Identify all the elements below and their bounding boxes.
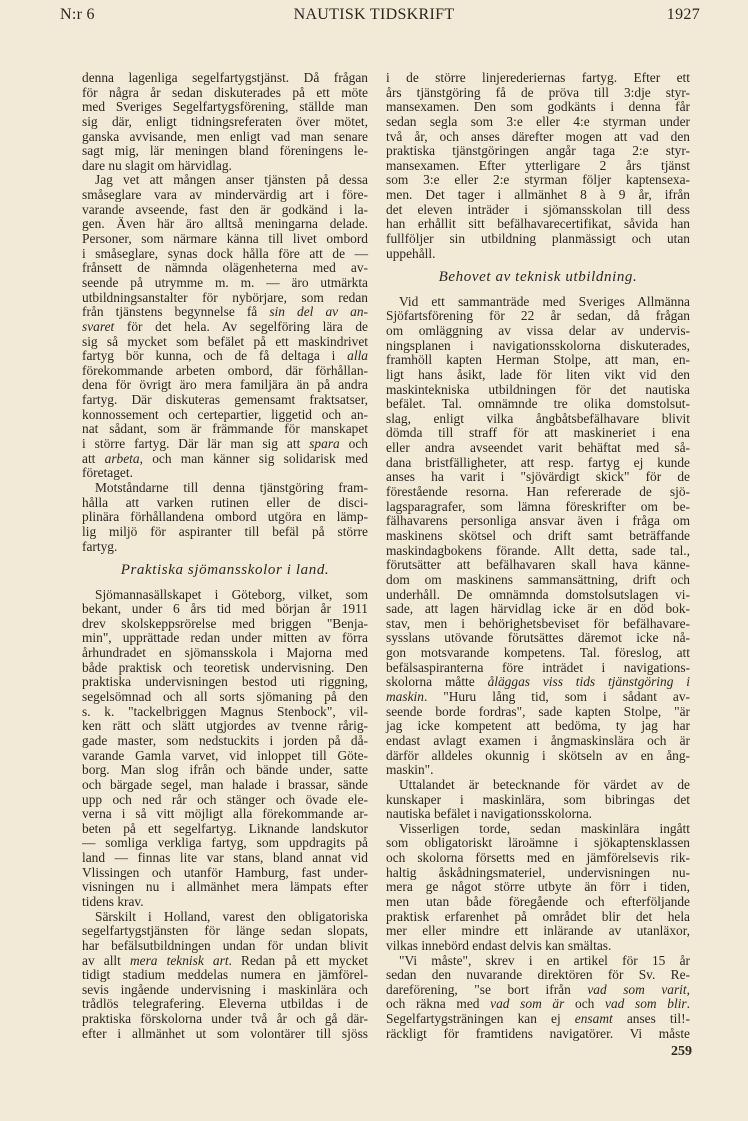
text-line: Sjömannasällskapet i Göteborg, vilket, som — [95, 586, 368, 602]
text-line: maskindagbokens förande. Allt detta, sade tal., — [386, 542, 690, 558]
text-line: och bärgade segel, man halade i brassar, sände — [82, 776, 368, 792]
text-line: anses ha varit i "sjövärdigt skick" för de — [386, 469, 690, 485]
text-line: dömda till straff för att maskineriet i ena — [386, 425, 690, 441]
text-line: Vid ett sammanträde med Sveriges Allmänna — [399, 293, 690, 309]
italic-text: alla — [347, 348, 368, 364]
text-line: sig så mycket som befälet på ett maskindrivet — [82, 333, 368, 349]
text-line: fullföljer sin utbildning planmässigt och utan — [386, 231, 690, 247]
text-line: nautiska befälet i navigationsskolorna. — [386, 806, 593, 822]
text-line: framhöll kapten Herman Stolpe, att man, en- — [386, 352, 690, 368]
text-line: min", upprättade redan under mitten av förra — [82, 630, 368, 646]
text-line: i de större linjerederiernas fartyg. Efter ett — [386, 70, 690, 85]
text-line: sysslans utövande förutsättes däremot icke nå- — [386, 630, 690, 646]
text-line: med Sveriges Segelfartygsförening, ställde man — [82, 99, 368, 115]
text-line: års tjänstgöring få de pröva till 3:dje styr- — [386, 84, 690, 100]
text-line: fartyg bör kunna, och de få deltaga i alla — [82, 348, 368, 364]
italic-text: åläggas viss tids tjänstgöring i — [487, 674, 690, 690]
text-line: Segelfartygsträningen kan ej ensamt anses til!- — [386, 1011, 691, 1027]
text-line: gen. Även här äro alltså meningarna delade. — [82, 216, 368, 232]
section-heading: Behovet av teknisk utbildning. — [438, 269, 638, 286]
text-line: maskin". — [386, 762, 434, 778]
text-line: Särskilt i Holland, varest den obligatoriska — [95, 908, 368, 924]
text-line: praktiska tjänstgöringen angår taga 2:e styr- — [386, 143, 690, 159]
text-line: i större fartyg. Där lär man sig att spara och — [82, 436, 368, 452]
paragraph — [82, 173, 368, 480]
text-line: denna lagenliga segelfartygstjänst. Då frågan — [82, 70, 368, 85]
text-line: som 3:e eller 2:e styrman följer kaptensexa- — [386, 172, 690, 188]
text-line: visningen nu i allmänhet mera lämpats efter — [82, 879, 368, 895]
text-line: Visserligen torde, sedan maskinlära ingått — [399, 820, 690, 836]
paragraph — [386, 71, 690, 261]
text-line: frånsett de nämnda olägenheterna med av- — [82, 260, 368, 276]
text-line: Sjöfartsförening för 22 år sedan, då frågan — [386, 308, 690, 324]
text-line: skolorna måtte åläggas viss tids tjänstgöring i — [386, 674, 690, 690]
text-line: hålla att varken rutinen eller de disci- — [82, 494, 368, 510]
italic-text: sin del av an- — [269, 304, 368, 320]
text-column-left — [82, 71, 368, 1041]
text-line: underhåll. De omnämnda domstolsutslagen vi- — [386, 586, 690, 602]
text-line: borg. Man slog ifrån och bände under, satte — [82, 762, 368, 778]
text-line: men utan både föregående och efterföljande — [386, 893, 690, 909]
text-line: varande avseende, fast den är godkänd i la- — [82, 201, 368, 217]
text-line: både praktisk och teoretisk undervisning. Den — [82, 659, 368, 675]
text-line: stav, men i behörighetsbeviset för befälhavare- — [386, 615, 690, 631]
paragraph — [386, 295, 690, 778]
text-line: endast avlagt examen i ångmaskinslära och är — [386, 732, 690, 748]
text-line: praktisk erfarenhet på området blir det hela — [386, 908, 690, 924]
text-line: dom om maskinens sammansättning, drift och — [386, 571, 690, 587]
text-line: fartyg. — [82, 538, 118, 554]
text-line: bekant, under 6 års tid med början år 1911 — [82, 601, 368, 617]
text-line: två år, och anses därefter mogen att vad den — [386, 128, 690, 144]
text-line: och räkna med vad som är och vad som blir. — [386, 996, 690, 1012]
paragraph — [82, 481, 368, 554]
text-line: fartyg. Där diskuteras gemensamt fraktsatser, — [82, 392, 368, 408]
text-line: ningsplanen i navigationsskolorna diskuterades, — [386, 337, 690, 353]
text-line: slag, enligt vilka ångbåtsbefälhavare blivit — [386, 410, 690, 426]
text-line: ken rätt och slätt utgjordes av tvenne rårig- — [82, 718, 368, 734]
text-line: räckligt för framtidens navigatörer. Vi måste — [386, 1025, 690, 1041]
text-line: kunskaper i maskinlära, som bibringas det — [386, 791, 690, 807]
text-line: praktiska undervisningen bestod uti riggning, — [82, 674, 368, 690]
text-line: maskin. "Huru lång tid, som i sådant av- — [386, 689, 690, 705]
text-line: befälet. Tal. omnämnde tre olika domstolsut- — [386, 396, 690, 412]
text-line: seende på utrymme m. m. — äro utmärkta — [82, 274, 368, 290]
text-line: mansexamen. Den som godkänts i denna får — [386, 99, 690, 115]
issue-number: N:r 6 — [60, 6, 95, 23]
paragraph — [386, 954, 690, 1042]
text-line: därför alldeles okunnig i skötseln av en ång- — [386, 747, 690, 763]
text-line: sig där, enligt tidningsreferaten över mötet, — [82, 113, 368, 129]
text-line: land — finnas lite var stans, bland annat vid — [82, 850, 368, 866]
text-line: lagsparagrafer, som lämna föreskrifter om be- — [386, 498, 690, 514]
text-line: det eleven inträder i sjömansskolan till dess — [386, 201, 690, 217]
text-line: Personer, som närmare känna till livet ombord — [82, 231, 368, 247]
paragraph — [82, 71, 368, 173]
italic-text: ensamt — [574, 1011, 613, 1027]
text-line: varande Gamla varvet, vid inloppet till Göte- — [82, 747, 368, 763]
text-line: dana bristfälligheter, att resp. fartyg ej kunde — [386, 454, 690, 470]
paragraph — [82, 910, 368, 1042]
text-line: sevis ingående undervisning i maskinlära och — [82, 981, 368, 997]
text-line: upp och ned rår och stänger och övade ele- — [82, 791, 368, 807]
text-line: verna i så vitt möjligt alla förekommande ar- — [82, 806, 368, 822]
text-line: drev skolskeppsrörelse med briggen "Benja- — [82, 615, 368, 631]
text-line: av allt mera teknisk art. Redan på ett mycket — [82, 952, 368, 968]
text-line: Motståndarne till denna tjänstgöring fram- — [95, 479, 368, 495]
text-line: sade, att lagen härvidlag icke är en död bok- — [386, 601, 690, 617]
text-line: förutsätter att befälhavaren skall hava känne- — [386, 557, 690, 573]
text-line: att arbeta, och man känner sig solidarisk med — [82, 450, 369, 466]
text-line: dare nu slagit om härvidlag. — [82, 157, 232, 173]
text-line: konnossement och certepartier, liggetid och an- — [82, 406, 368, 422]
paragraph — [82, 588, 368, 910]
text-line: småseglare vara av mindervärdig art i före- — [82, 187, 368, 203]
text-line: uppehåll. — [386, 245, 436, 261]
text-line: befälsaspiranterna före inträdet i navigations- — [386, 659, 690, 675]
text-line: fälhavarens personliga ansvar även i fråga om — [386, 513, 690, 529]
text-line: från tjänstens begynnelse få sin del av an- — [82, 304, 368, 320]
text-line: segelfartygstjänsten för länge sedan slopats, — [82, 923, 368, 939]
text-line: lig miljö för aspiranter till befäl på större — [82, 523, 368, 539]
italic-text: spara — [309, 436, 340, 452]
text-line: sedan den nuvarande direktören för Sv. Re- — [386, 967, 690, 983]
text-line: tidigt stadium meddelas numera en jämförel- — [82, 967, 368, 983]
text-line: Uttalandet är betecknande för värdet av de — [399, 776, 690, 792]
italic-text: svaret — [82, 318, 115, 334]
italic-text: mera teknisk art — [129, 952, 229, 968]
text-line: seende borde fordras", sade kapten Stolpe, "är — [386, 703, 690, 719]
text-line: haltig åskådningsmateriel, undervisningen nu- — [386, 864, 690, 880]
text-line: — somliga verkliga fartyg, som uppdragits på — [82, 835, 368, 851]
page-number: 259 — [671, 1044, 692, 1059]
paragraph — [386, 822, 690, 954]
italic-text: vad som varit — [587, 981, 687, 997]
text-line: dena för övrigt äro mera familjära än på andra — [82, 377, 368, 393]
italic-text: vad som är — [490, 996, 565, 1012]
text-line: men. Det tager i allmänhet 8 à 9 år, ifrån — [386, 187, 690, 203]
text-line: ligt hans åsikt, lade för liten vikt vid den — [386, 366, 690, 382]
text-line: tidens krav. — [82, 893, 144, 909]
text-line: gon motsvarande kompetens. Tal. föreslog, att — [386, 645, 690, 661]
text-line: har befälsutbildningen undan för undan blivit — [82, 937, 368, 953]
text-line: praktiska förskolorna under två år och gå där- — [82, 1011, 368, 1027]
text-line: trådlös telegrafering. Eleverna utbildas i de — [82, 996, 368, 1012]
text-line: Jag vet att mången anser tjänsten på dessa — [95, 172, 368, 188]
italic-text: arbeta — [104, 450, 140, 466]
italic-text: vad som blir — [605, 996, 687, 1012]
text-line: s. k. "tackelbriggen Magnus Stenbock", vil- — [82, 703, 368, 719]
text-line: dareförening, "se bort ifrån vad som varit, — [386, 981, 690, 997]
text-line: vilkas innebörd endast delvis kan smältas. — [386, 937, 612, 953]
text-line: mera ge något större utbyte än förr i tiden, — [386, 879, 690, 895]
year: 1927 — [666, 6, 700, 23]
text-line: jag icke kompetent att bedöma, ty jag har — [386, 718, 690, 734]
text-line: århundradet en sjömansskola i Majorna med — [82, 645, 368, 661]
text-line: "Vi måste", skrev i en artikel för 15 år — [399, 952, 690, 968]
text-line: i småseglare, synas dock hålla före att de — — [82, 245, 368, 261]
text-line: segelsömnad och all sorts sjömaning på den — [82, 689, 368, 705]
paragraph — [386, 778, 690, 822]
text-line: om omläggning av vissa delar av undervis- — [386, 323, 690, 338]
text-line: han erhållit sitt befälhavarecertifikat, såvida han — [386, 216, 690, 232]
text-line: Vlissingen och utanför Hamburg, fast under- — [82, 864, 368, 880]
text-line: mer eller mindre ett inlärande av utanläxor, — [386, 923, 690, 939]
text-line: beten på ett segelfartyg. Liknande landskutor — [82, 820, 368, 836]
text-line: förekommande arbeten ombord, där förhållan- — [82, 362, 368, 378]
text-line: maskintekniska utbildningen för det nautiska — [386, 381, 690, 397]
text-line: efter i allmänhet ut som volontärer till sjöss — [82, 1025, 368, 1041]
text-line: gade master, som nedstuckits i jorden på då- — [82, 732, 368, 748]
text-line: utbildningsanstalter för nybörjare, som redan — [82, 289, 368, 305]
text-line: företaget. — [82, 465, 133, 481]
text-line: och skolorna försetts med en jämförelsevis rik- — [386, 850, 690, 866]
text-line: sedan segla som 3:e eller 4:e styrman under — [386, 113, 690, 129]
text-line: som obligatoriskt läroämne i sjökaptensklassen — [386, 835, 690, 851]
text-line: förestående resorna. Han refererade de sjö- — [386, 484, 690, 500]
text-line: plinära förhållandena ombord utgöra en lämp- — [82, 509, 368, 525]
section-heading: Praktiska sjömansskolor i land. — [120, 562, 330, 579]
text-line: sagt mig, lär meningen bland föreningens le- — [82, 143, 368, 159]
text-line: för några år sedan diskuterades på ett möte — [82, 84, 368, 100]
text-line: mansexamen. Efter ytterligare 2 års tjänst — [386, 157, 690, 173]
text-line: eller andra avseendet varit behäftat med så- — [386, 440, 690, 456]
text-line: svaret för det hela. Av segelföring lära de — [82, 318, 368, 334]
text-line: nat sådant, som är främmande för manskapet — [82, 421, 368, 437]
italic-text: maskin — [386, 689, 424, 705]
journal-title: NAUTISK TIDSKRIFT — [293, 6, 455, 23]
text-line: ganska avvisande, men enligt vad man senare — [82, 128, 368, 144]
text-column-right — [386, 71, 690, 1041]
text-line: maskinens skötsel och drift samt beträffande — [386, 527, 690, 543]
